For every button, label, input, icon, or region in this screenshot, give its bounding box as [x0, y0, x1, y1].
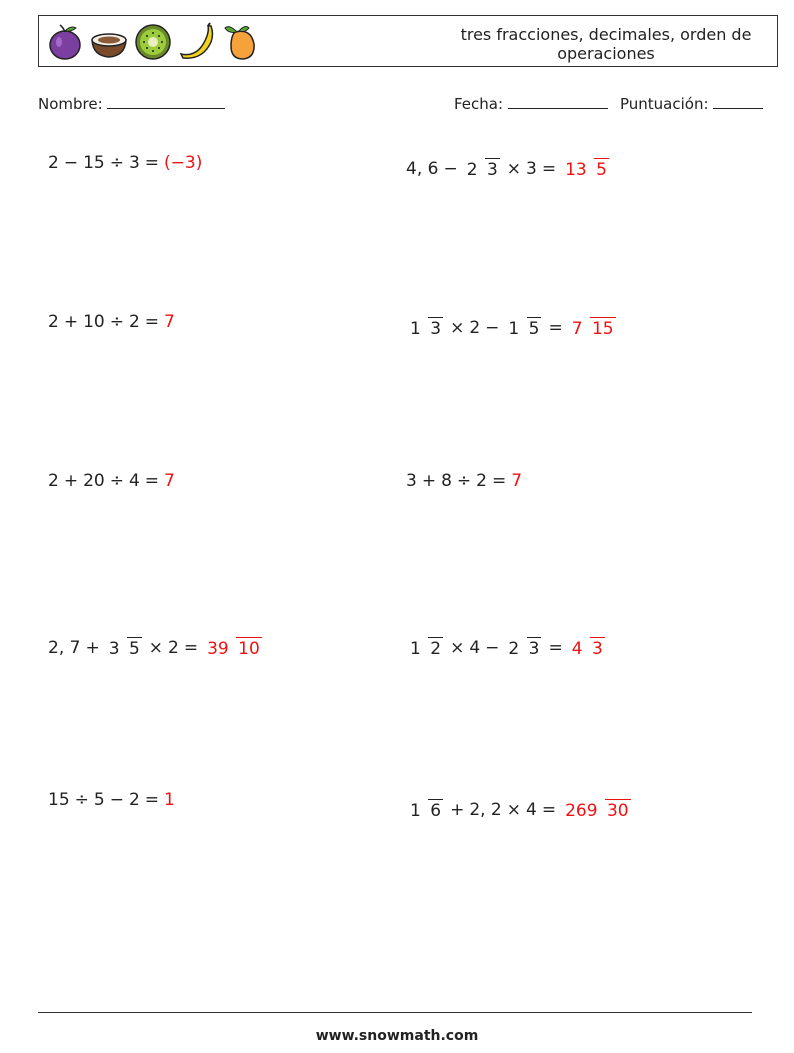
operand: 2 — [48, 153, 59, 173]
denominator: 10 — [238, 638, 260, 659]
fraction — [408, 799, 443, 822]
answer-fraction — [570, 637, 605, 660]
numerator: 2 — [508, 638, 520, 659]
mango-icon — [221, 22, 261, 62]
denominator: 30 — [606, 800, 629, 821]
answer-fraction — [563, 158, 609, 181]
denominator: 15 — [591, 318, 614, 339]
operator: × — [148, 638, 164, 658]
problem-9 — [48, 770, 175, 830]
coconut-icon — [89, 22, 129, 62]
operator: × — [450, 318, 465, 338]
answer: 1 — [164, 790, 175, 810]
equals-sign: = — [144, 312, 160, 332]
operator: + — [450, 800, 465, 820]
equals-sign: = — [541, 800, 557, 820]
operator: + — [85, 638, 100, 658]
operator: × — [506, 159, 522, 179]
numerator: 2 — [466, 159, 478, 180]
fraction — [107, 637, 142, 660]
operator: ÷ — [109, 471, 124, 491]
operator: − — [443, 159, 458, 179]
operand: 2, 2 — [469, 800, 502, 820]
operand: 3 — [406, 471, 417, 491]
operand: 4 — [526, 800, 537, 820]
operand: 2 — [48, 471, 59, 491]
problem-8 — [406, 618, 607, 678]
operator: + — [63, 471, 79, 491]
answer: (−3) — [164, 153, 203, 173]
denominator: 5 — [528, 318, 540, 339]
score-line[interactable] — [713, 94, 763, 109]
equals-sign: = — [548, 318, 563, 338]
numerator: 269 — [565, 800, 598, 821]
equals-sign: = — [144, 790, 160, 810]
operand: 2 — [168, 638, 179, 658]
date-line[interactable] — [508, 94, 608, 109]
score-field[interactable] — [620, 94, 763, 113]
operator: ÷ — [74, 790, 89, 810]
operand: 3 — [128, 153, 140, 173]
operator: − — [485, 318, 500, 338]
kiwi-icon — [133, 22, 173, 62]
problem-6 — [406, 451, 522, 511]
denominator: 3 — [528, 638, 540, 659]
equals-sign: = — [541, 159, 557, 179]
denominator: 3 — [591, 638, 603, 659]
equals-sign: = — [183, 638, 199, 658]
answer-fraction — [563, 799, 631, 822]
problem-2 — [406, 139, 611, 199]
operator: × — [506, 800, 522, 820]
fraction — [506, 637, 541, 660]
problem-7 — [48, 618, 264, 678]
answer: 7 — [511, 471, 523, 491]
footer-site[interactable]: www.snowmath.com — [315, 1028, 479, 1044]
name-label: Nombre: — [38, 95, 103, 113]
operand: 5 — [93, 790, 105, 810]
equals-sign: = — [548, 638, 563, 658]
numerator: 4 — [571, 638, 583, 659]
operand: 15 — [83, 153, 105, 173]
operand: 10 — [83, 312, 105, 332]
title-line-1: tres fracciones, decimales, orden de — [460, 25, 752, 44]
score-label: Puntuación: — [620, 95, 709, 113]
denominator: 6 — [430, 800, 442, 821]
operator: ÷ — [109, 312, 124, 332]
numerator: 7 — [571, 318, 583, 339]
equals-sign: = — [144, 153, 160, 173]
fraction — [465, 158, 500, 181]
plum-icon — [45, 22, 85, 62]
problem-10 — [406, 780, 633, 840]
answer: 7 — [164, 312, 175, 332]
operator: − — [63, 153, 79, 173]
name-field[interactable] — [38, 94, 225, 113]
problem-4 — [406, 298, 618, 358]
operator: × — [450, 638, 465, 658]
title-line-2: operaciones — [557, 44, 655, 63]
operator: − — [485, 638, 500, 658]
numerator: 3 — [108, 638, 120, 659]
banana-icon — [177, 22, 217, 62]
problem-5 — [48, 451, 175, 511]
numerator: 1 — [508, 318, 520, 339]
denominator: 2 — [430, 638, 442, 659]
operator: ÷ — [109, 153, 124, 173]
operand: 2 — [476, 471, 487, 491]
operand: 2, 7 — [48, 638, 81, 658]
problem-1 — [48, 133, 202, 193]
equals-sign: = — [144, 471, 160, 491]
worksheet-title — [439, 25, 773, 63]
operand: 3 — [526, 159, 537, 179]
date-field[interactable] — [454, 94, 608, 113]
operand: 2 — [128, 790, 140, 810]
problem-3 — [48, 292, 175, 352]
operand: 2 — [48, 312, 59, 332]
date-label: Fecha: — [454, 95, 504, 113]
fruit-icons — [45, 20, 261, 64]
numerator: 1 — [410, 318, 421, 339]
operator: − — [109, 790, 124, 810]
worksheet-header — [38, 15, 778, 67]
fraction — [408, 317, 443, 340]
operand: 20 — [83, 471, 105, 491]
name-line[interactable] — [107, 94, 225, 109]
denominator: 5 — [596, 159, 607, 180]
footer-divider — [38, 1012, 752, 1013]
operand: 4 — [128, 471, 140, 491]
operand: 4 — [469, 638, 481, 658]
operator: + — [421, 471, 437, 491]
answer-fraction — [570, 317, 616, 340]
numerator: 39 — [207, 638, 229, 659]
operator: ÷ — [456, 471, 472, 491]
denominator: 5 — [128, 638, 140, 659]
numerator: 13 — [565, 159, 587, 180]
operand: 8 — [441, 471, 452, 491]
operand: 2 — [469, 318, 481, 338]
operator: + — [63, 312, 79, 332]
operand: 2 — [128, 312, 140, 332]
answer-fraction — [205, 637, 262, 660]
operand: 15 — [48, 790, 70, 810]
denominator: 3 — [486, 159, 498, 180]
fraction — [506, 317, 541, 340]
numerator: 1 — [410, 638, 421, 659]
fraction — [408, 637, 443, 660]
operand: 4, 6 — [406, 159, 439, 179]
denominator: 3 — [430, 318, 442, 339]
answer: 7 — [164, 471, 175, 491]
equals-sign: = — [491, 471, 507, 491]
numerator: 1 — [410, 800, 421, 821]
